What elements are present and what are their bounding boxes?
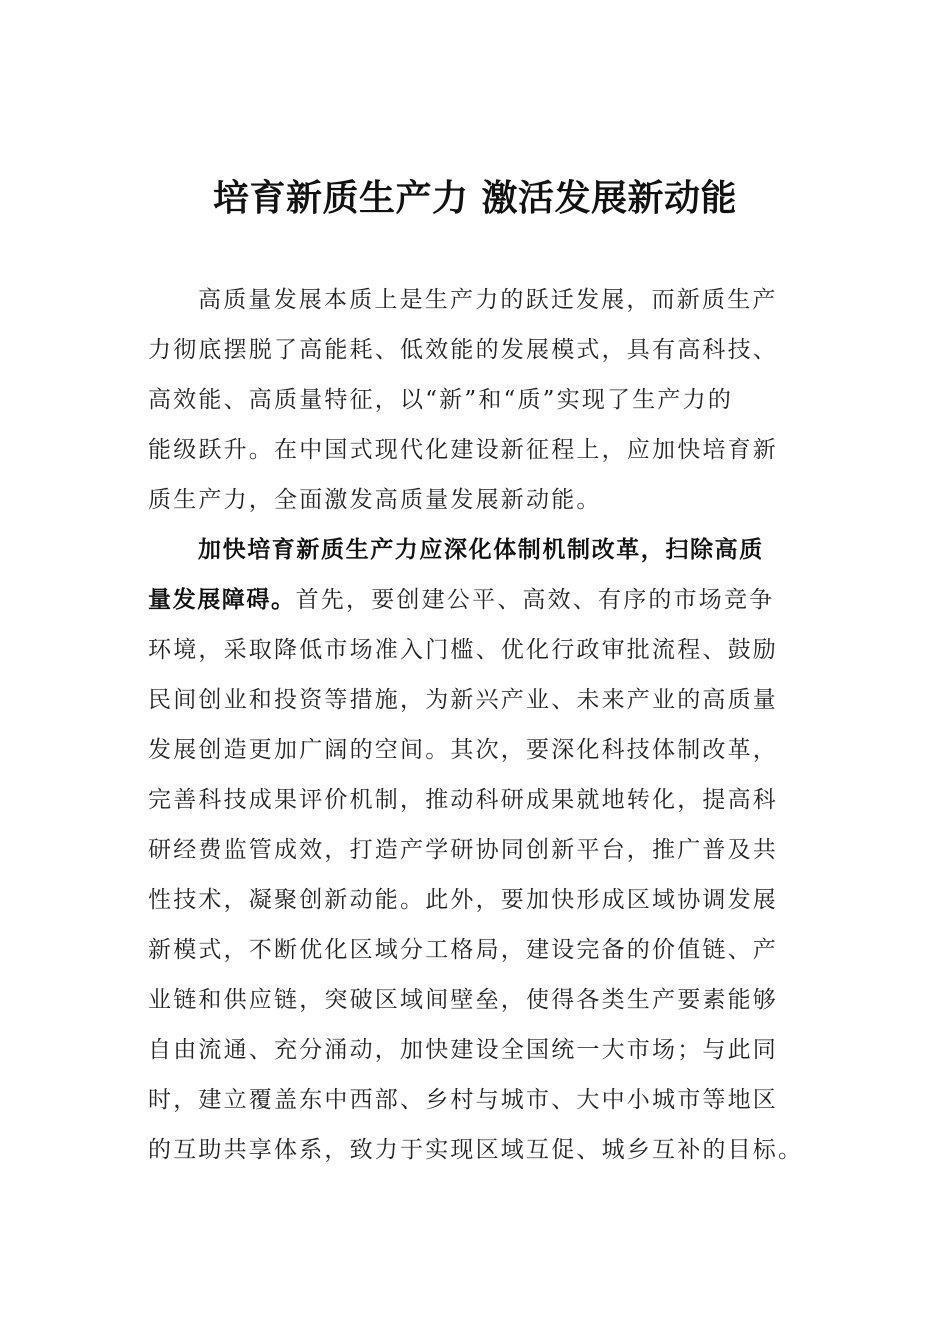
paragraph-line: 业链和供应链，突破区域间壁垒，使得各类生产要素能够 [148, 987, 778, 1013]
paragraph-line: 高效能、高质量特征，以“新”和“质”实现了生产力的 [148, 387, 734, 413]
paragraph-line: 民间创业和投资等措施，为新兴产业、未来产业的高质量 [148, 687, 778, 713]
paragraph-line: 新模式，不断优化区域分工格局，建设完备的价值链、产 [148, 937, 778, 963]
paragraph-line [148, 575, 774, 625]
paragraph-line: 完善科技成果评价机制，推动科研成果就地转化，提高科 [148, 787, 778, 813]
paragraph-line: 质生产力，全面激发高质量发展新动能。 [148, 487, 602, 513]
paragraph-line: 自由流通、充分涌动，加快建设全国统一大市场；与此同 [148, 1037, 778, 1063]
paragraph-line: 能级跃升。在中国式现代化建设新征程上，应加快培育新 [148, 437, 778, 463]
paragraph-line: 时，建立覆盖东中西部、乡村与城市、大中小城市等地区 [148, 1087, 778, 1113]
paragraph-line: 研经费监管成效，打造产学研协同创新平台，推广普及共 [148, 837, 778, 863]
paragraph-heading: 加快培育新质生产力应深化体制机制改革，扫除高质 [198, 537, 764, 563]
paragraph-line: 性技术，凝聚创新动能。此外，要加快形成区域协调发展 [148, 887, 778, 913]
paragraph-line-text: 首先，要创建公平、高效、有序的市场竞争 [295, 587, 775, 613]
paragraph-line: 力彻底摆脱了高能耗、低效能的发展模式，具有高科技、 [148, 337, 778, 363]
paragraph-line: 的互助共享体系，致力于实现区域互促、城乡互补的目标。 [148, 1137, 804, 1163]
paragraph-line: 发展创造更加广阔的空间。其次，要深化科技体制改革， [148, 737, 778, 763]
document-title: 培育新质生产力 激活发展新动能 [212, 177, 738, 219]
paragraph-heading-end: 量发展障碍。 [148, 587, 296, 613]
paragraph-line: 环境，采取降低市场准入门槛、优化行政审批流程、鼓励 [148, 637, 778, 663]
paragraph-line: 高质量发展本质上是生产力的跃迁发展，而新质生产 [198, 287, 778, 313]
